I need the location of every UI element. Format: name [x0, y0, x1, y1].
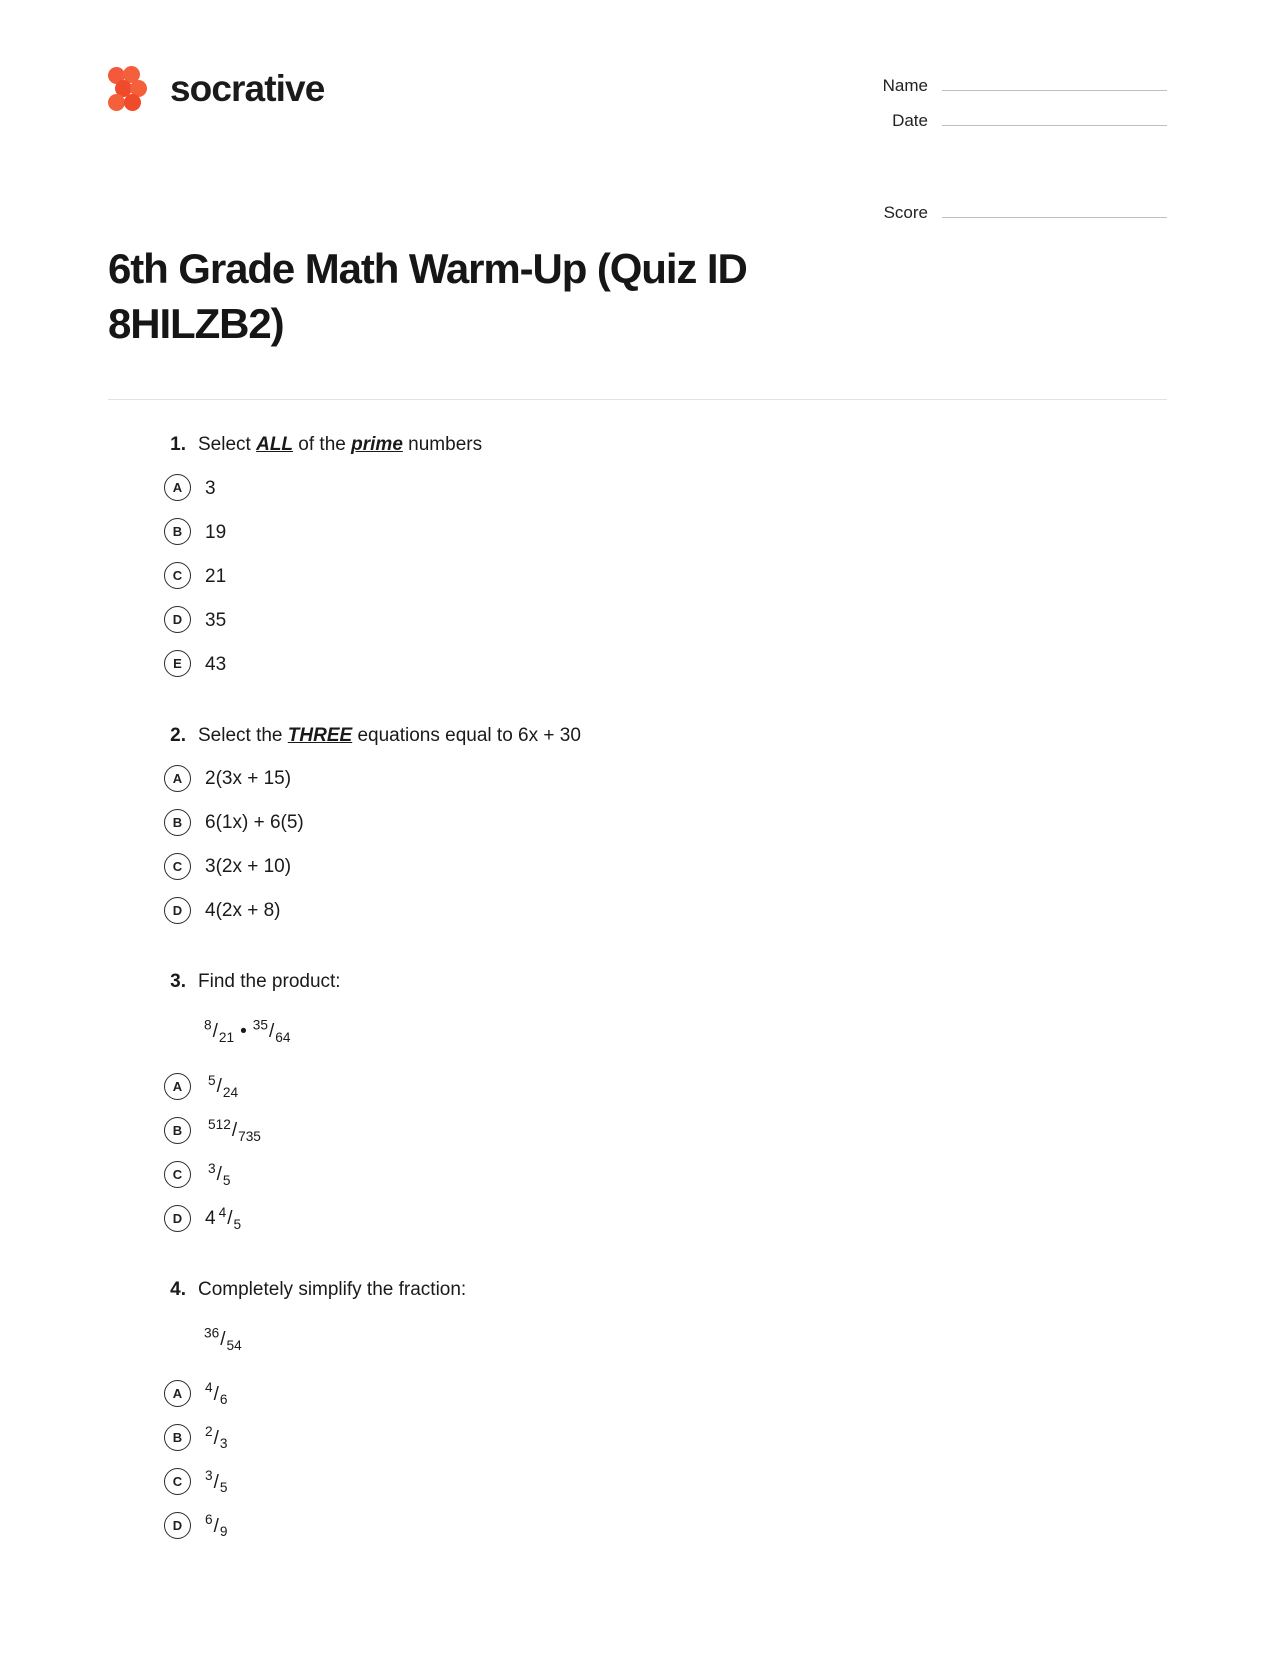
question-2-heading: [164, 723, 1167, 750]
option-row[interactable]: [164, 1511, 1167, 1541]
q1-emphasis-all: ALL: [256, 434, 294, 456]
option-label: $^{512}/_{735}$: [208, 1116, 261, 1144]
question-3-heading: [164, 969, 1167, 996]
denominator: 21: [218, 1030, 235, 1046]
fraction: $^8/_{21}$: [204, 1017, 235, 1046]
question-1-heading: [164, 432, 1167, 459]
numerator: 35: [252, 1017, 268, 1033]
q2-prefix: Select the: [198, 724, 288, 746]
page-header: [108, 52, 1167, 236]
option-bubble-a[interactable]: A: [164, 1380, 191, 1407]
q1-prefix: Select: [198, 434, 257, 456]
page-title: 6th Grade Math Warm-Up (Quiz ID 8HILZB2): [108, 245, 747, 347]
multiplication-dot: •: [240, 1021, 247, 1043]
option-row[interactable]: [164, 473, 1167, 503]
option-bubble-c[interactable]: C: [164, 853, 191, 880]
question-4-prompt: Completely simplify the fraction:: [198, 1279, 467, 1301]
question-3-prompt: Find the product:: [198, 971, 341, 993]
option-bubble-d[interactable]: D: [164, 897, 191, 924]
q2-suffix: equations equal to 6x + 30: [352, 724, 581, 746]
option-bubble-c[interactable]: C: [164, 1161, 191, 1188]
option-row[interactable]: [164, 895, 1167, 925]
option-bubble-a[interactable]: A: [164, 1073, 191, 1100]
option-row[interactable]: [164, 1115, 1167, 1145]
denominator: 54: [226, 1337, 242, 1353]
option-bubble-a[interactable]: A: [164, 765, 191, 792]
question-2-prompt: [198, 723, 581, 750]
question-4-expression: [204, 1326, 1167, 1353]
option-bubble-d[interactable]: D: [164, 1512, 191, 1539]
question-4-heading: [164, 1277, 1167, 1304]
question-2: [108, 723, 1167, 926]
option-bubble-c[interactable]: C: [164, 1468, 191, 1495]
option-label: 4 $^4/_5$: [205, 1204, 242, 1232]
q1-middle: of the: [293, 434, 352, 456]
option-row[interactable]: [164, 807, 1167, 837]
option-bubble-c[interactable]: C: [164, 562, 191, 589]
option-row[interactable]: [164, 561, 1167, 591]
question-4: [108, 1277, 1167, 1541]
score-label: Score: [883, 203, 928, 222]
option-label: 3(2x + 10): [205, 856, 292, 878]
question-3-expression: [204, 1018, 1167, 1045]
option-row[interactable]: [164, 1203, 1167, 1233]
score-row: [837, 201, 1167, 223]
option-bubble-b[interactable]: B: [164, 809, 191, 836]
option-bubble-d[interactable]: D: [164, 606, 191, 633]
student-info-block: [837, 52, 1167, 236]
option-label: $^5/_{24}$: [208, 1072, 239, 1100]
option-label: $^4/_6$: [205, 1380, 228, 1408]
question-1-prompt: [198, 432, 482, 459]
option-bubble-b[interactable]: B: [164, 1424, 191, 1451]
option-row[interactable]: [164, 605, 1167, 635]
question-1-options: [108, 473, 1167, 679]
option-label: 21: [205, 565, 227, 587]
numerator: 8: [204, 1017, 212, 1033]
q1-emphasis-prime: prime: [351, 434, 403, 456]
date-row: [837, 109, 1167, 131]
date-label: Date: [892, 111, 928, 130]
option-row[interactable]: [164, 1467, 1167, 1497]
option-label: 43: [205, 653, 227, 675]
option-row[interactable]: [164, 517, 1167, 547]
question-4-options: [108, 1379, 1167, 1541]
score-input-line[interactable]: [942, 201, 1167, 218]
option-label: 6(1x) + 6(5): [205, 812, 304, 834]
brand-name: socrative: [170, 68, 325, 109]
title-block: [108, 242, 1167, 351]
question-3: [108, 969, 1167, 1233]
question-2-options: [108, 763, 1167, 925]
option-row[interactable]: [164, 851, 1167, 881]
question-1: [108, 432, 1167, 679]
option-row[interactable]: [164, 1159, 1167, 1189]
name-input-line[interactable]: [942, 74, 1167, 91]
option-bubble-b[interactable]: B: [164, 518, 191, 545]
socrative-dots-logo-icon: [108, 66, 154, 112]
question-1-number: 1.: [170, 434, 186, 456]
name-label: Name: [882, 76, 928, 95]
option-label: 19: [205, 521, 227, 543]
option-bubble-e[interactable]: E: [164, 650, 191, 677]
option-row[interactable]: [164, 1379, 1167, 1409]
option-label: 35: [205, 609, 227, 631]
option-label: $^3/_5$: [205, 1468, 228, 1496]
option-bubble-d[interactable]: D: [164, 1205, 191, 1232]
option-label: 2(3x + 15): [205, 768, 292, 790]
fraction: $^{35}/_{64}$: [252, 1017, 291, 1046]
question-4-number: 4.: [170, 1279, 186, 1301]
option-label: $^2/_3$: [205, 1424, 228, 1452]
option-label: 4(2x + 8): [205, 900, 281, 922]
question-list: [108, 400, 1167, 1541]
question-2-number: 2.: [170, 724, 186, 746]
option-row[interactable]: [164, 763, 1167, 793]
date-input-line[interactable]: [942, 109, 1167, 126]
option-label: 3: [205, 477, 216, 499]
q2-emphasis-three: THREE: [287, 724, 353, 746]
option-row[interactable]: [164, 1423, 1167, 1453]
name-row: [837, 74, 1167, 96]
q1-suffix: numbers: [402, 434, 483, 456]
option-row[interactable]: [164, 1071, 1167, 1101]
fraction: $^{36}/_{54}$: [204, 1325, 242, 1353]
brand: [108, 52, 324, 112]
numerator: 36: [204, 1325, 220, 1341]
option-bubble-b[interactable]: B: [164, 1117, 191, 1144]
question-3-number: 3.: [170, 971, 186, 993]
option-label: $^6/_9$: [205, 1512, 228, 1540]
option-row[interactable]: [164, 649, 1167, 679]
option-label: $^3/_5$: [208, 1160, 231, 1188]
option-bubble-a[interactable]: A: [164, 474, 191, 501]
denominator: 64: [275, 1030, 291, 1046]
question-3-options: [108, 1071, 1167, 1233]
